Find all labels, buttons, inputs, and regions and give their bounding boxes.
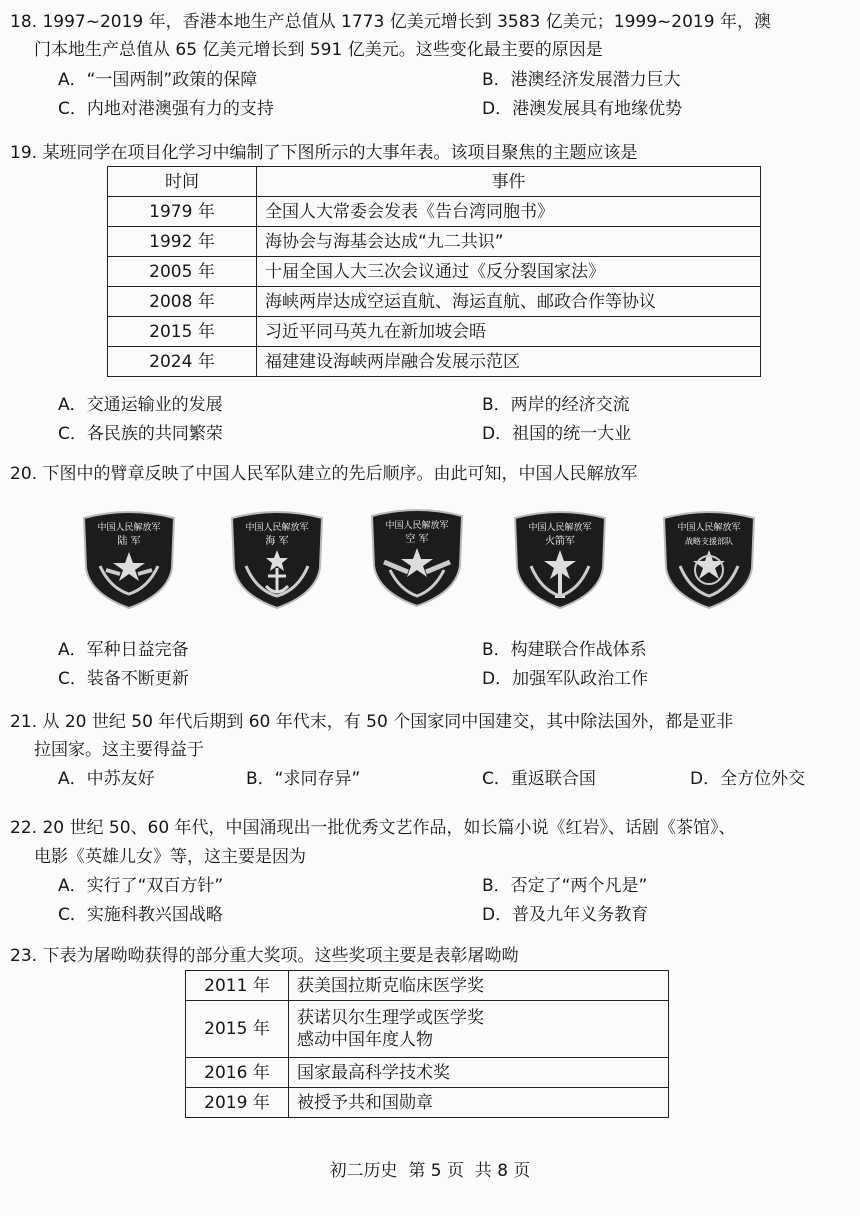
table-row <box>186 1001 669 1058</box>
table-row <box>186 1058 669 1088</box>
badge-rocket-force <box>511 508 609 610</box>
badge-branch-text: 空 军 <box>405 534 429 545</box>
badge-army <box>80 508 178 610</box>
table-cell-year: 2015 年 <box>108 317 257 347</box>
table-cell-award: 获美国拉斯克临床医学奖 <box>289 971 669 1001</box>
table-row <box>108 227 761 257</box>
table-cell-year: 1992 年 <box>108 227 257 257</box>
q21-option-b: B．“求同存异” <box>246 769 361 789</box>
badge-top-text: 中国人民解放军 <box>97 523 161 533</box>
q18-option-d: D．港澳发展具有地缘优势 <box>482 99 683 119</box>
q19-option-b: B．两岸的经济交流 <box>482 395 630 415</box>
q19-option-a: A．交通运输业的发展 <box>58 395 223 415</box>
q20-number: 20. <box>10 464 38 484</box>
q22-stem-line2: 电影《英雄儿女》等，这主要是因为 <box>34 847 306 867</box>
q18-stem-line1: 18. 1997~2019 年，香港本地生产总值从 1773 亿美元增长到 3583 亿美元；1999~2019 年，澳 <box>10 12 771 32</box>
table-row <box>108 197 761 227</box>
q19-number: 19. <box>10 143 38 163</box>
table-row <box>108 317 761 347</box>
table-cell-event: 十届全国人大三次会议通过《反分裂国家法》 <box>257 257 761 287</box>
q21-option-c: C．重返联合国 <box>482 769 596 789</box>
award-line: 获诺贝尔生理学或医学奖 <box>297 1008 484 1028</box>
table-cell-award: 国家最高科学技术奖 <box>289 1058 669 1088</box>
badge-top-text: 中国人民解放军 <box>528 523 592 533</box>
badge-air-force <box>368 506 466 608</box>
badge-branch-text: 海 军 <box>265 536 289 547</box>
q23-awards-table <box>185 970 669 1118</box>
q19-timeline-table <box>107 166 761 377</box>
badge-branch-text: 火箭军 <box>545 536 575 547</box>
table-cell-event: 习近平同马英九在新加坡会晤 <box>257 317 761 347</box>
table-cell-event: 福建建设海峡两岸融合发展示范区 <box>257 347 761 377</box>
badge-strategic-support <box>660 508 758 610</box>
q20-option-b: B．构建联合作战体系 <box>482 640 647 660</box>
q19-option-d: D．祖国的统一大业 <box>482 424 632 444</box>
q22-option-d: D．普及九年义务教育 <box>482 905 649 925</box>
table-cell-year: 2024 年 <box>108 347 257 377</box>
table-header-cell: 时间 <box>108 167 257 197</box>
table-cell-year: 2015 年 <box>186 1001 289 1058</box>
q20-option-c: C．装备不断更新 <box>58 669 189 689</box>
table-cell-year: 2008 年 <box>108 287 257 317</box>
table-row <box>108 257 761 287</box>
table-row <box>186 971 669 1001</box>
table-row <box>108 287 761 317</box>
page-footer: 初二历史 第 5 页 共 8 页 <box>329 1161 531 1181</box>
table-row <box>186 1088 669 1118</box>
badge-branch-text: 战略支援部队 <box>685 537 733 546</box>
table-cell-year: 2005 年 <box>108 257 257 287</box>
q18-option-b: B．港澳经济发展潜力巨大 <box>482 70 681 90</box>
table-cell-event: 海协会与海基会达成“九二共识” <box>257 227 761 257</box>
q21-number: 21. <box>10 712 38 732</box>
q21-option-a: A．中苏友好 <box>58 769 155 789</box>
table-cell-event: 全国人大常委会发表《告台湾同胞书》 <box>257 197 761 227</box>
badge-top-text: 中国人民解放军 <box>385 521 449 531</box>
table-cell-award: 被授予共和国勋章 <box>289 1088 669 1118</box>
q21-stem-line2: 拉国家。这主要得益于 <box>34 740 204 760</box>
q18-number: 18. <box>10 12 38 32</box>
badge-navy <box>228 508 326 610</box>
table-cell-award <box>289 1001 669 1058</box>
table-cell-year: 2011 年 <box>186 971 289 1001</box>
table-cell-year: 1979 年 <box>108 197 257 227</box>
q22-option-a: A．实行了“双百方针” <box>58 876 224 896</box>
q22-option-b: B．否定了“两个凡是” <box>482 876 648 896</box>
table-header-cell: 事件 <box>257 167 761 197</box>
q22-option-c: C．实施科教兴国战略 <box>58 905 223 925</box>
award-line: 感动中国年度人物 <box>297 1030 433 1050</box>
q21-stem-line1: 21. 从 20 世纪 50 年代后期到 60 年代末，有 50 个国家同中国建交，其中除法国外，都是亚非 <box>10 712 734 732</box>
table-cell-event: 海峡两岸达成空运直航、海运直航、邮政合作等协议 <box>257 287 761 317</box>
q20-stem: 20. 下图中的臂章反映了中国人民军队建立的先后顺序。由此可知，中国人民解放军 <box>10 464 638 484</box>
badge-branch-text: 陆 军 <box>117 536 141 547</box>
q23-number: 23. <box>10 946 38 966</box>
q22-number: 22. <box>10 818 38 838</box>
table-cell-year: 2019 年 <box>186 1088 289 1118</box>
q22-stem-line1: 22. 20 世纪 50、60 年代，中国涌现出一批优秀文艺作品，如长篇小说《红岩》、话剧《茶馆》、 <box>10 818 736 838</box>
q18-option-c: C．内地对港澳强有力的支持 <box>58 99 274 119</box>
q23-stem: 23. 下表为屠呦呦获得的部分重大奖项。这些奖项主要是表彰屠呦呦 <box>10 946 519 966</box>
badge-top-text: 中国人民解放军 <box>245 523 309 533</box>
q18-option-a: A．“一国两制”政策的保障 <box>58 70 258 90</box>
q20-option-a: A．军种日益完备 <box>58 640 189 660</box>
q19-option-c: C．各民族的共同繁荣 <box>58 424 223 444</box>
q18-stem-line2: 门本地生产总值从 65 亿美元增长到 591 亿美元。这些变化最主要的原因是 <box>34 40 603 60</box>
table-row <box>108 347 761 377</box>
table-header-row <box>108 167 761 197</box>
q20-option-d: D．加强军队政治工作 <box>482 669 649 689</box>
q21-option-d: D．全方位外交 <box>690 769 806 789</box>
table-cell-year: 2016 年 <box>186 1058 289 1088</box>
q19-stem: 19. 某班同学在项目化学习中编制了下图所示的大事年表。该项目聚焦的主题应该是 <box>10 143 638 163</box>
badge-top-text: 中国人民解放军 <box>677 523 741 533</box>
